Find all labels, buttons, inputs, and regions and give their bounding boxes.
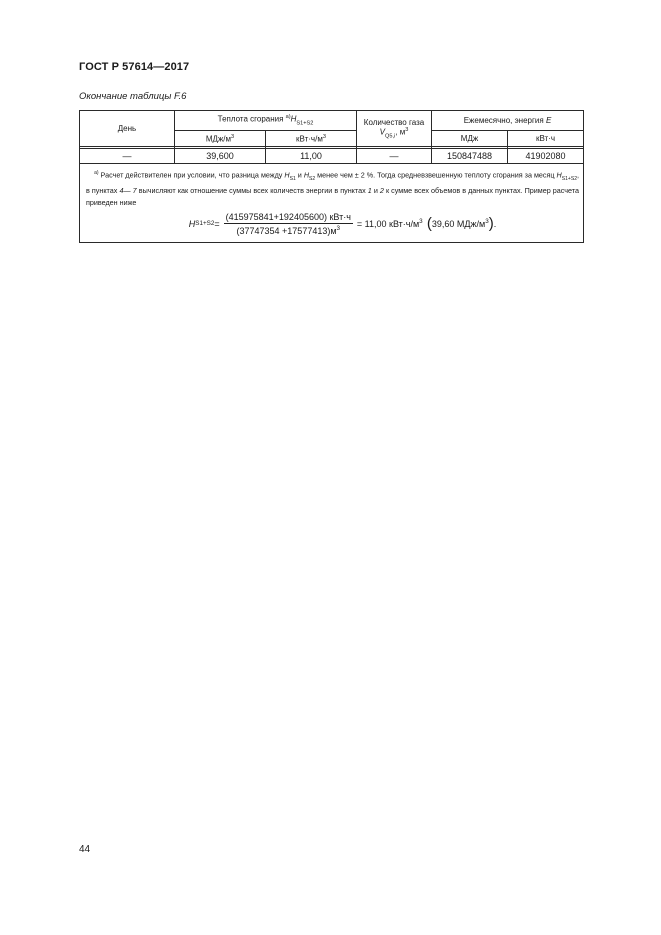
cell-energy-kwh: 41902080 (508, 149, 584, 164)
cell-heat-mj: 39,600 (175, 149, 266, 164)
formula-alt: 39,60 МДж/$м^3$ (431, 218, 489, 230)
data-table (79, 110, 584, 243)
header-day: День (80, 111, 175, 147)
header-unit-kwh: кВт·ч (508, 131, 584, 147)
cell-gas: — (357, 149, 432, 164)
header-unit-mj-m3: МДж/$м^3$ (175, 131, 266, 147)
cell-energy-mj: 150847488 (432, 149, 508, 164)
table-footnote (80, 164, 584, 243)
formula-result: = 11,00 $кВт\cdot ч/м^3$ (356, 218, 423, 230)
header-heat: Теплота сгорания $^{а)}H_{S1+S2}$ (175, 111, 357, 131)
formula-denominator: $(37747354 +17577413)м^3$ (236, 224, 341, 236)
cell-heat-kwh: 11,00 (266, 149, 357, 164)
header-unit-mj: МДж (432, 131, 508, 147)
cell-day: — (80, 149, 175, 164)
header-gas-quantity: Количество газа $V_{Q5,i}$, $м^3$ (357, 111, 432, 147)
table-row (80, 149, 584, 164)
header-energy: Ежемесячно, энергия E (432, 111, 584, 131)
footnote-text: $^{а)}$ Расчет действителен при условии, что разница между $H_{S1}$ и $H_{S2}$ менее чем ± 2 %. Тогда средневзвешенную теплоту сгорания за месяц $H_{S1+S2}$, в пунктах 4— 7 вычисляют как отношение суммы всех количеств энергии в пунктах 1 и 2 к сумме всех объемов в данных пунктах. Пример расчета приведен ниже (86, 170, 579, 207)
header-unit-kwh-m3: $кВт\cdot ч/м^3$ (266, 131, 357, 147)
formula-fraction (224, 212, 353, 236)
document-number: ГОСТ Р 57614—2017 (79, 61, 190, 73)
formula-numerator: (415975841+192405600) кВт·ч (225, 211, 351, 222)
page-number: 44 (79, 844, 91, 855)
table-caption: Окончание таблицы F.6 (79, 91, 187, 102)
example-formula: H S1+S2 = $\frac{\text{(415975841+192405600) кВт·ч}}{(37747354 +17577413)м^3}$ = 11,00 $кВт\cdot ч/м^3$ ( 39,60 МДж/$м^3$ ) . (188, 211, 497, 236)
